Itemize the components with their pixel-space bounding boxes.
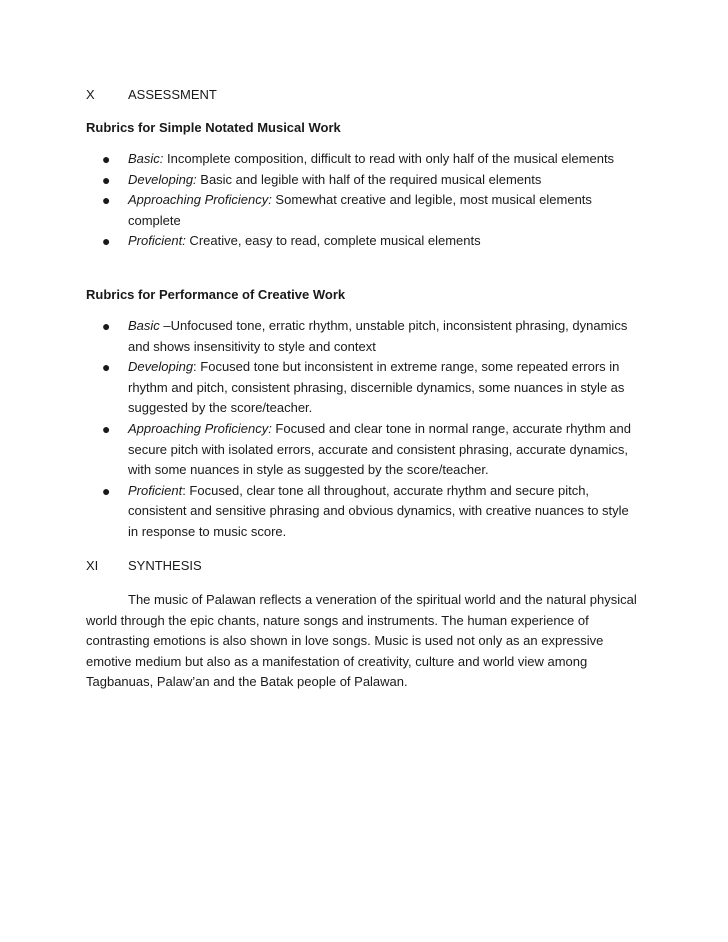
rubric1-item-proficient — [102, 231, 642, 252]
rubric1-item-text: Incomplete composition, difficult to read with only half of the musical elements — [163, 151, 615, 166]
rubric1-list — [102, 149, 642, 252]
rubric2-item-text: –Unfocused tone, erratic rhythm, unstable pitch, inconsistent phrasing, dynamics and shows insensitivity to style and context — [128, 318, 628, 354]
section-x-number: X — [86, 87, 95, 102]
rubric1-item-label: Approaching Proficiency: — [128, 192, 272, 208]
rubric2-item-developing — [102, 357, 642, 419]
section-xi-number: XI — [86, 558, 99, 573]
bullet-icon: ● — [102, 171, 111, 188]
rubric2-item-proficient — [102, 481, 642, 543]
bullet-icon: ● — [102, 318, 111, 334]
rubric1-item-label: Developing: — [128, 171, 197, 187]
rubric2-item-label: Proficient — [128, 482, 183, 498]
rubric1-item-label: Basic: — [128, 151, 164, 166]
rubric2-list — [102, 316, 642, 543]
section-x-title: ASSESSMENT — [128, 87, 217, 102]
rubric1-item-approaching — [102, 190, 642, 231]
section-xi-title: SYNTHESIS — [128, 558, 202, 573]
bullet-icon: ● — [102, 151, 111, 167]
rubric2-item-label: Approaching Proficiency: — [128, 420, 272, 436]
rubric1-item-developing — [102, 170, 642, 191]
rubric2-item-approaching — [102, 419, 642, 481]
rubric1-item-text: Basic and legible with half of the required musical elements — [196, 171, 542, 187]
bullet-icon: ● — [102, 482, 111, 499]
section-x-heading — [86, 86, 217, 104]
rubric2-item-label: Basic — [128, 318, 160, 333]
rubric1-item-text: Creative, easy to read, complete musical elements — [185, 233, 481, 249]
rubric1-item-basic — [102, 149, 642, 170]
rubric1-item-text: Somewhat creative and legible, most musical elements complete — [128, 192, 592, 228]
rubric2-item-basic — [102, 316, 642, 357]
bullet-icon: ● — [102, 233, 111, 250]
rubric2-item-text: Focused and clear tone in normal range, accurate rhythm and secure pitch with isolated errors, accurate and consistent phrasing, accurate dynamics, with some nuances in style as suggested by the score/teacher. — [128, 420, 631, 478]
synthesis-paragraph: The music of Palawan reflects a veneration of the spiritual world and the natural physical world through the epic chants, nature songs and instruments. The human experience of contrasting emotions is also shown in love songs. Music is used not only as an expressive emotive medium but also as a manifestation of creativity, culture and world view among Tagbanuas, Palaw’an and the Batak people of Palawan. — [86, 592, 637, 690]
rubric2-item-label: Developing — [128, 359, 194, 375]
rubric2-title: Rubrics for Performance of Creative Work — [86, 287, 346, 302]
rubric2-item-text: : Focused, clear tone all throughout, accurate rhythm and secure pitch, consistent and sensitive phrasing and obvious dynamics, with creative nuances to style in response to music score. — [128, 482, 629, 539]
rubric1-item-label: Proficient: — [128, 233, 186, 249]
section-xi-heading — [86, 557, 202, 575]
bullet-icon: ● — [102, 359, 111, 376]
bullet-icon: ● — [102, 192, 111, 209]
bullet-icon: ● — [102, 420, 111, 437]
rubric2-item-text: : Focused tone but inconsistent in extreme range, some repeated errors in rhythm and pitch, consistent phrasing, discernible dynamics, some nuances in style as suggested by the score/teacher. — [128, 359, 625, 416]
rubric1-title: Rubrics for Simple Notated Musical Work — [86, 120, 341, 135]
